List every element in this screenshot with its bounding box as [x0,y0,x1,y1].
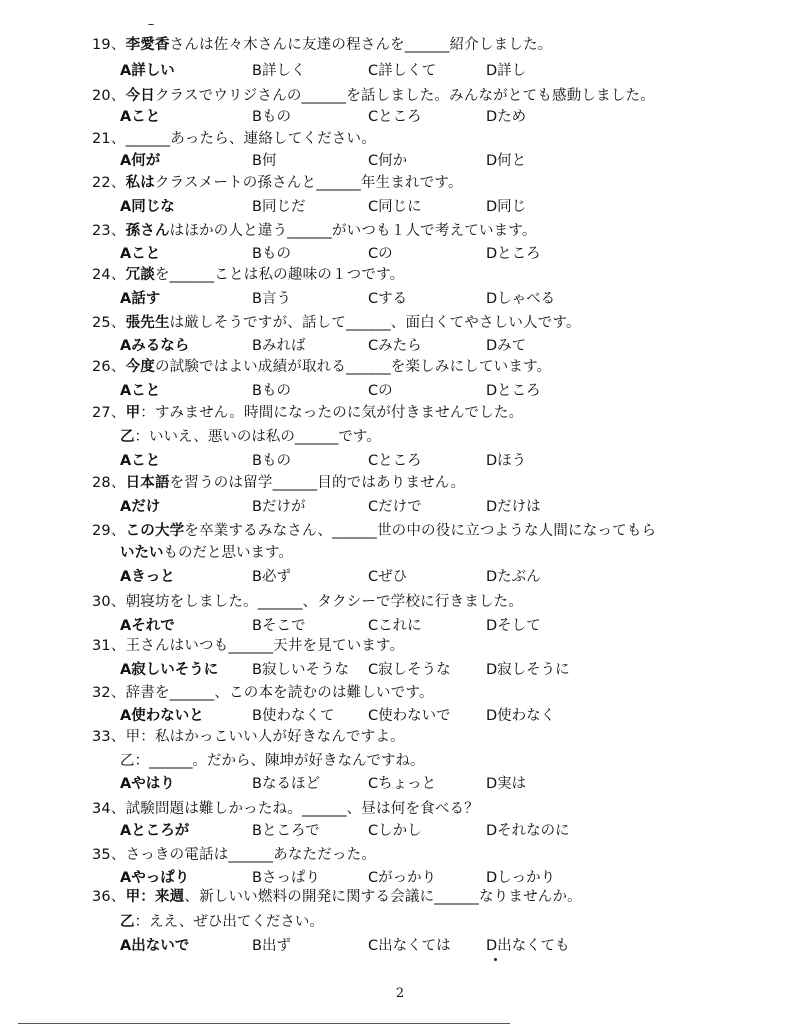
answer-option-a: Aみるなら [120,338,190,354]
answer-option-c: C詳しくて [368,63,437,79]
question-number: 36、 [92,889,126,905]
answer-option-d: Dため [486,109,527,125]
stem-text: クラスでウリジさんの______を話しました。みんながとても感動しました。 [154,88,655,104]
stem-text: 試験問題は難しかったね。______、昼は何を食べる？ [125,801,479,817]
answer-option-c: Cぜひ [368,569,408,585]
question-stem [92,846,376,864]
scan-speck [494,958,497,961]
answer-option-d: Dところ [486,246,541,262]
question-stem [92,222,537,240]
answer-option-d: D出なくても [486,938,570,954]
answer-option-b: B寂しいそうな [252,662,349,678]
answer-option-a: Aこと [120,383,161,399]
question-stem [92,888,582,906]
question-stem [92,800,479,818]
answer-option-d: Dしっかり [486,870,556,886]
answer-option-d: D使わなく [486,708,556,724]
answer-option-b: Bところで [252,823,320,839]
stem-emphasis: 冗談 [125,267,155,283]
question-number: 31、 [92,638,126,654]
stem-text: の試験ではよい成績が取れる______を楽しみにしています。 [154,359,552,375]
answer-option-b: Bさっぱり [252,870,320,886]
answer-option-b: B必ず [252,569,291,585]
answer-option-b: Bなるほど [252,776,320,792]
question-stem [92,593,523,611]
stem-emphasis: 李愛香 [125,37,170,53]
answer-option-a: Aこと [120,109,161,125]
answer-option-b: B使わなくて [252,708,335,724]
answer-option-d: Dそれなのに [486,823,570,839]
answer-option-b: B同じだ [252,199,306,215]
scan-mark [148,24,154,25]
stem-text: クラスメートの孫さんと______年生まれです。 [154,175,463,191]
answer-option-b: Bだけが [252,499,306,515]
answer-option-c: Cところ [368,109,422,125]
answer-option-a: Aこと [120,246,161,262]
answer-option-a: Aところが [120,823,190,839]
answer-option-b: B出ず [252,938,291,954]
question-number: 33、 [92,729,126,745]
answer-option-a: Aきっと [120,569,175,585]
question-stem [92,266,404,284]
stem-emphasis: この大学 [125,523,185,539]
question-stem [92,474,465,492]
answer-option-b: B言う [252,291,291,307]
answer-option-c: Cする [368,291,408,307]
continuation-emphasis: いたい [120,545,164,561]
answer-option-c: Cみたら [368,338,422,354]
stem-continuation [120,544,293,562]
question-number: 35、 [92,847,126,863]
question-number: 22、 [92,175,126,191]
continuation-text: ものだと思います。 [163,545,293,561]
answer-option-b: Bもの [252,453,291,469]
answer-option-a: Aやはり [120,776,175,792]
stem-text: を______ことは私の趣味の１つです。 [154,267,405,283]
answer-option-d: D実は [486,776,527,792]
stem-text: さっきの電話は______あなただった。 [125,847,377,863]
question-number: 25、 [92,315,126,331]
answer-option-c: Cしかし [368,823,422,839]
stem-emphasis: 甲 [125,405,141,421]
stem-emphasis: 張先生 [125,315,170,331]
answer-option-d: D同じ [486,199,527,215]
stem-text: 朝寝坊をしました。______、タクシーで学校に行きました。 [125,594,524,610]
question-number: 29、 [92,523,126,539]
stem-text: はほかの人と違う______がいつも１人で考えています。 [169,223,537,239]
stem-emphasis: 甲：来週 [125,889,185,905]
question-stem [92,314,581,332]
answer-option-b: Bもの [252,246,291,262]
question-number: 20、 [92,88,126,104]
answer-option-b: B詳しく [252,63,306,79]
answer-option-b: Bもの [252,383,291,399]
answer-option-c: Cがっかり [368,870,437,886]
answer-option-a: Aこと [120,453,161,469]
question-stem [92,522,656,540]
question-stem [92,637,404,655]
question-stem [92,358,551,376]
speaker-label: 乙 [120,914,135,930]
stem-emphasis: 今日 [125,88,155,104]
answer-option-a: A何が [120,153,161,169]
dialogue-text: 乙：______。だから、陳坤が好きなんですね。 [120,753,425,769]
scan-edge-line [18,1023,510,1024]
speaker-label: 乙 [120,429,135,445]
answer-option-d: Dところ [486,383,541,399]
answer-option-d: Dほう [486,453,527,469]
answer-option-c: Cところ [368,453,422,469]
stem-text: は厳しそうですが、話して______、面白くてやさしい人です。 [169,315,581,331]
stem-text: 王さんはいつも______天井を見ています。 [125,638,405,654]
dialogue-line [120,428,381,446]
question-number: 23、 [92,223,126,239]
answer-option-b: Bもの [252,109,291,125]
stem-text: さんは佐々木さんに友達の程さんを______紹介しました。 [169,37,553,53]
answer-option-c: Cこれに [368,618,422,634]
stem-text: を習うのは留学______目的ではありません。 [169,475,466,491]
answer-option-a: Aやっぱり [120,870,190,886]
answer-option-a: A寂しいそうに [120,662,219,678]
answer-option-a: A使わないと [120,708,204,724]
question-number: 24、 [92,267,126,283]
question-stem [92,87,655,105]
answer-option-d: D寂しそうに [486,662,570,678]
answer-option-a: Aそれで [120,618,175,634]
answer-option-c: C同じに [368,199,422,215]
stem-text: を卒業するみなさん、______世の中の役に立つような人間になってもら [184,523,657,539]
question-number: 32、 [92,685,126,701]
question-stem [92,36,552,54]
answer-option-d: D何と [486,153,527,169]
question-number: 34、 [92,801,126,817]
question-number: 19、 [92,37,126,53]
dialogue-line [120,913,324,931]
answer-option-c: Cの [368,246,393,262]
answer-option-a: A同じな [120,199,175,215]
answer-option-d: Dだけは [486,499,541,515]
answer-option-c: C使わないで [368,708,451,724]
stem-emphasis: 日本語 [125,475,170,491]
answer-option-a: Aだけ [120,499,161,515]
question-number: 27、 [92,405,126,421]
question-stem [92,174,463,192]
question-stem [92,130,376,148]
question-stem [92,684,434,702]
answer-option-a: A詳しい [120,63,175,79]
answer-option-b: Bそこで [252,618,306,634]
answer-option-c: Cちょっと [368,776,437,792]
answer-option-c: C何か [368,153,408,169]
stem-emphasis: 私は [125,175,155,191]
dialogue-text: ：ええ、ぜひ出てください。 [134,914,324,930]
answer-option-c: Cの [368,383,393,399]
question-number: 30、 [92,594,126,610]
question-number: 28、 [92,475,126,491]
stem-text: 、新しいい燃料の開発に関する会議に______なりませんか。 [184,889,582,905]
answer-option-b: B何 [252,153,277,169]
question-stem [92,404,523,422]
answer-option-d: Dみて [486,338,527,354]
answer-option-a: A出ないで [120,938,190,954]
dialogue-line [120,752,425,770]
question-number: 26、 [92,359,126,375]
answer-option-c: C寂しそうな [368,662,451,678]
answer-option-c: Cだけで [368,499,422,515]
stem-emphasis: 今度 [125,359,155,375]
answer-option-d: Dそして [486,618,541,634]
answer-option-d: Dたぶん [486,569,541,585]
dialogue-text: ：いいえ、悪いのは私の______です。 [134,429,381,445]
question-number: 21、 [92,131,126,147]
answer-option-d: D詳し [486,63,527,79]
answer-option-a: A話す [120,291,161,307]
stem-text: ______あったら、連絡してください。 [125,131,376,147]
answer-option-d: Dしゃべる [486,291,556,307]
answer-option-b: Bみれば [252,338,306,354]
stem-text: 甲：私はかっこいい人が好きなんですよ。 [125,729,405,745]
stem-text: 辞書を______、この本を読むのは難しいです。 [125,685,434,701]
question-stem [92,728,405,746]
answer-option-c: C出なくては [368,938,451,954]
page-number: 2 [395,986,405,1001]
stem-emphasis: 孫さん [125,223,170,239]
stem-text: ：すみません。時間になったのに気が付きませんでした。 [140,405,524,421]
